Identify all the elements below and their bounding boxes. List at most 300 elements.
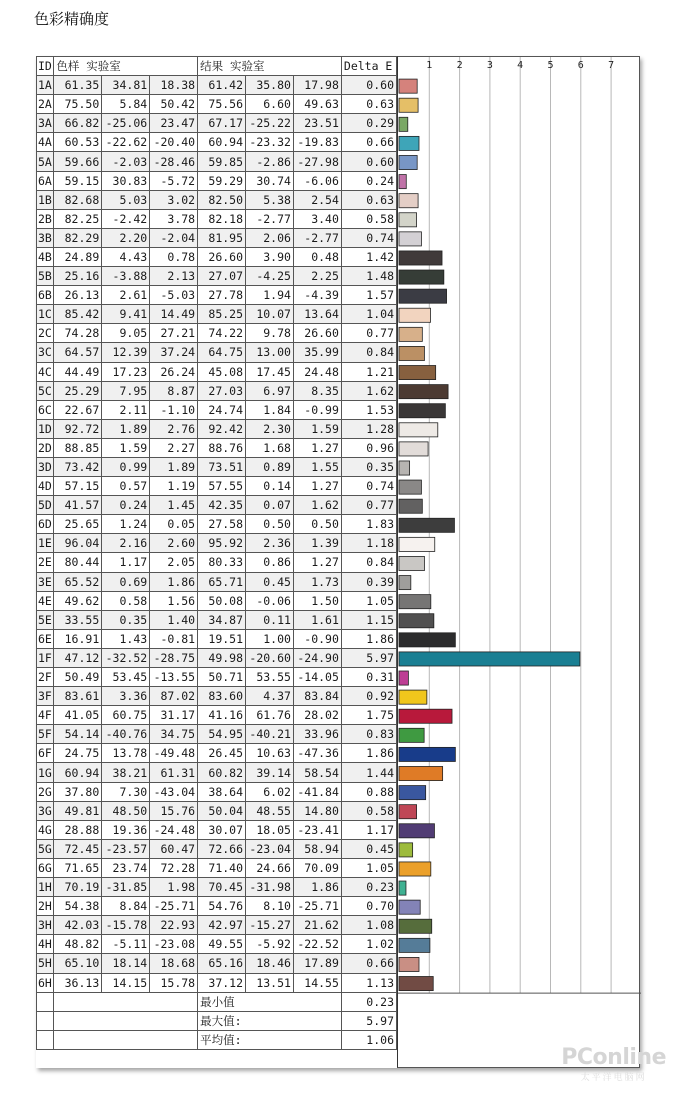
cell-result-l: 72.66 xyxy=(198,839,246,858)
bar-4G xyxy=(399,824,434,838)
summary-label-avg: 平均值: xyxy=(198,1030,342,1049)
cell-delta-e: 1.05 xyxy=(341,591,396,610)
cell-result-a: 48.55 xyxy=(246,801,294,820)
header-delta-e: Delta E xyxy=(341,57,396,76)
cell-sample-b: 22.93 xyxy=(150,916,198,935)
cell-sample-l: 65.10 xyxy=(54,954,102,973)
cell-sample-l: 25.16 xyxy=(54,267,102,286)
cell-result-b: -41.84 xyxy=(293,782,341,801)
bar-4A xyxy=(399,136,419,150)
cell-result-l: 41.16 xyxy=(198,706,246,725)
cell-result-b: 83.84 xyxy=(293,687,341,706)
table-row xyxy=(37,190,397,209)
cell-sample-l: 64.57 xyxy=(54,343,102,362)
cell-delta-e: 0.88 xyxy=(341,782,396,801)
cell-sample-l: 25.29 xyxy=(54,381,102,400)
cell-result-a: -4.25 xyxy=(246,267,294,286)
cell-delta-e: 0.74 xyxy=(341,228,396,247)
cell-sample-b: -5.72 xyxy=(150,171,198,190)
cell-result-a: -2.86 xyxy=(246,152,294,171)
cell-sample-l: 83.61 xyxy=(54,687,102,706)
table-row xyxy=(37,419,397,438)
table-row xyxy=(37,725,397,744)
cell-result-a: 0.45 xyxy=(246,572,294,591)
cell-sample-b: 1.98 xyxy=(150,878,198,897)
table-row xyxy=(37,247,397,266)
cell-result-l: 49.55 xyxy=(198,935,246,954)
cell-delta-e: 1.53 xyxy=(341,400,396,419)
cell-result-l: 73.51 xyxy=(198,457,246,476)
cell-result-a: 6.60 xyxy=(246,95,294,114)
cell-sample-l: 24.75 xyxy=(54,744,102,763)
cell-sample-l: 60.53 xyxy=(54,133,102,152)
table-row xyxy=(37,95,397,114)
bar-3F xyxy=(399,690,427,704)
bar-4C xyxy=(399,366,436,380)
bar-3H xyxy=(399,919,432,933)
cell-result-b: 1.73 xyxy=(293,572,341,591)
cell-result-a: -0.06 xyxy=(246,591,294,610)
cell-id: 5C xyxy=(37,381,54,400)
cell-result-l: 85.25 xyxy=(198,305,246,324)
bar-5F xyxy=(399,728,424,742)
cell-id: 2E xyxy=(37,553,54,572)
bar-2H xyxy=(399,900,420,914)
x-tick-label: 2 xyxy=(456,60,463,71)
bar-4B xyxy=(399,251,442,265)
cell-sample-b: 50.42 xyxy=(150,95,198,114)
cell-result-a: 0.50 xyxy=(246,515,294,534)
cell-id: 2D xyxy=(37,438,54,457)
summary-blank xyxy=(54,992,198,1011)
cell-result-a: 2.36 xyxy=(246,534,294,553)
table-row xyxy=(37,209,397,228)
cell-result-a: -15.27 xyxy=(246,916,294,935)
cell-result-l: 82.50 xyxy=(198,190,246,209)
cell-result-a: 53.55 xyxy=(246,668,294,687)
cell-sample-a: 9.41 xyxy=(102,305,150,324)
cell-result-l: 82.18 xyxy=(198,209,246,228)
cell-result-l: 71.40 xyxy=(198,858,246,877)
bar-4D xyxy=(399,480,421,494)
cell-id: 1A xyxy=(37,76,54,95)
cell-result-b: 28.02 xyxy=(293,706,341,725)
cell-delta-e: 0.66 xyxy=(341,133,396,152)
cell-delta-e: 0.77 xyxy=(341,324,396,343)
bar-1G xyxy=(399,766,443,780)
summary-blank xyxy=(54,1011,198,1030)
cell-delta-e: 0.60 xyxy=(341,76,396,95)
cell-sample-b: 61.31 xyxy=(150,763,198,782)
cell-result-a: 0.14 xyxy=(246,477,294,496)
cell-result-l: 50.08 xyxy=(198,591,246,610)
cell-sample-l: 85.42 xyxy=(54,305,102,324)
cell-sample-l: 75.50 xyxy=(54,95,102,114)
cell-delta-e: 1.62 xyxy=(341,381,396,400)
cell-sample-l: 72.45 xyxy=(54,839,102,858)
cell-result-b: 1.59 xyxy=(293,419,341,438)
cell-sample-l: 36.13 xyxy=(54,973,102,992)
cell-id: 3D xyxy=(37,457,54,476)
table-row xyxy=(37,916,397,935)
cell-id: 1C xyxy=(37,305,54,324)
cell-delta-e: 0.23 xyxy=(341,878,396,897)
cell-id: 6E xyxy=(37,629,54,648)
cell-sample-a: 0.24 xyxy=(102,496,150,515)
cell-result-b: -23.41 xyxy=(293,820,341,839)
cell-result-a: 17.45 xyxy=(246,362,294,381)
cell-sample-l: 71.65 xyxy=(54,858,102,877)
cell-delta-e: 1.75 xyxy=(341,706,396,725)
cell-result-b: 35.99 xyxy=(293,343,341,362)
cell-delta-e: 0.70 xyxy=(341,897,396,916)
cell-result-b: 58.94 xyxy=(293,839,341,858)
cell-id: 5G xyxy=(37,839,54,858)
cell-sample-b: 26.24 xyxy=(150,362,198,381)
cell-result-l: 45.08 xyxy=(198,362,246,381)
cell-result-b: 21.62 xyxy=(293,916,341,935)
cell-sample-a: 30.83 xyxy=(102,171,150,190)
cell-delta-e: 1.28 xyxy=(341,419,396,438)
cell-result-l: 42.97 xyxy=(198,916,246,935)
table-row xyxy=(37,381,397,400)
cell-result-b: 49.63 xyxy=(293,95,341,114)
cell-id: 5B xyxy=(37,267,54,286)
bar-6E xyxy=(399,633,455,647)
cell-sample-l: 48.82 xyxy=(54,935,102,954)
bar-6D xyxy=(399,518,454,532)
cell-sample-l: 26.13 xyxy=(54,286,102,305)
cell-delta-e: 1.42 xyxy=(341,247,396,266)
x-tick-label: 3 xyxy=(486,60,493,71)
cell-delta-e: 0.24 xyxy=(341,171,396,190)
cell-sample-b: -5.03 xyxy=(150,286,198,305)
cell-result-b: 14.80 xyxy=(293,801,341,820)
cell-sample-b: 1.40 xyxy=(150,610,198,629)
cell-result-a: 61.76 xyxy=(246,706,294,725)
cell-sample-b: 2.13 xyxy=(150,267,198,286)
cell-sample-a: 7.30 xyxy=(102,782,150,801)
table-row xyxy=(37,286,397,305)
cell-delta-e: 0.60 xyxy=(341,152,396,171)
cell-result-a: -2.77 xyxy=(246,209,294,228)
cell-sample-b: 14.49 xyxy=(150,305,198,324)
cell-result-b: 0.48 xyxy=(293,247,341,266)
summary-blank xyxy=(37,992,54,1011)
cell-result-b: 3.40 xyxy=(293,209,341,228)
cell-result-l: 50.04 xyxy=(198,801,246,820)
cell-sample-l: 59.66 xyxy=(54,152,102,171)
cell-result-a: -5.92 xyxy=(246,935,294,954)
cell-id: 1G xyxy=(37,763,54,782)
bar-1D xyxy=(399,423,438,437)
cell-result-a: 13.51 xyxy=(246,973,294,992)
cell-result-l: 38.64 xyxy=(198,782,246,801)
table-header-row xyxy=(37,57,397,76)
table-row xyxy=(37,610,397,629)
table-row xyxy=(37,954,397,973)
x-tick-label: 7 xyxy=(608,60,615,71)
cell-result-l: 54.76 xyxy=(198,897,246,916)
cell-sample-l: 37.80 xyxy=(54,782,102,801)
cell-sample-b: 1.45 xyxy=(150,496,198,515)
cell-sample-l: 74.28 xyxy=(54,324,102,343)
cell-result-a: 1.00 xyxy=(246,629,294,648)
delta-e-table xyxy=(36,56,397,1050)
cell-sample-b: -0.81 xyxy=(150,629,198,648)
cell-result-a: -23.04 xyxy=(246,839,294,858)
cell-result-a: 9.78 xyxy=(246,324,294,343)
bar-2E xyxy=(399,556,424,570)
cell-sample-l: 59.15 xyxy=(54,171,102,190)
page-title: 色彩精确度 xyxy=(34,10,110,28)
cell-sample-l: 24.89 xyxy=(54,247,102,266)
table-row xyxy=(37,400,397,419)
table-row xyxy=(37,973,397,992)
cell-sample-l: 96.04 xyxy=(54,534,102,553)
summary-label-max: 最大值: xyxy=(198,1011,342,1030)
cell-delta-e: 0.63 xyxy=(341,190,396,209)
bar-6F xyxy=(399,747,455,761)
cell-sample-l: 82.29 xyxy=(54,228,102,247)
cell-sample-b: -20.40 xyxy=(150,133,198,152)
cell-sample-b: 3.78 xyxy=(150,209,198,228)
cell-sample-a: 2.20 xyxy=(102,228,150,247)
bar-5G xyxy=(399,843,413,857)
cell-sample-b: 27.21 xyxy=(150,324,198,343)
cell-result-a: 4.37 xyxy=(246,687,294,706)
table-row xyxy=(37,668,397,687)
bar-5E xyxy=(399,614,434,628)
cell-sample-b: -1.10 xyxy=(150,400,198,419)
bar-6H xyxy=(399,977,433,991)
bar-4H xyxy=(399,938,430,952)
cell-sample-b: 1.86 xyxy=(150,572,198,591)
cell-sample-a: 48.50 xyxy=(102,801,150,820)
cell-sample-a: 2.61 xyxy=(102,286,150,305)
cell-sample-l: 47.12 xyxy=(54,648,102,667)
table-row xyxy=(37,343,397,362)
cell-sample-b: 31.17 xyxy=(150,706,198,725)
cell-result-a: 24.66 xyxy=(246,858,294,877)
cell-result-l: 92.42 xyxy=(198,419,246,438)
cell-result-b: -0.90 xyxy=(293,629,341,648)
cell-sample-b: 23.47 xyxy=(150,114,198,133)
cell-result-b: 2.54 xyxy=(293,190,341,209)
cell-sample-a: 8.84 xyxy=(102,897,150,916)
cell-result-l: 42.35 xyxy=(198,496,246,515)
cell-id: 2B xyxy=(37,209,54,228)
cell-sample-b: 1.89 xyxy=(150,457,198,476)
table-row xyxy=(37,897,397,916)
cell-sample-a: 9.05 xyxy=(102,324,150,343)
cell-result-l: 24.74 xyxy=(198,400,246,419)
cell-sample-a: -40.76 xyxy=(102,725,150,744)
cell-result-b: 1.55 xyxy=(293,457,341,476)
bar-2D xyxy=(399,442,428,456)
cell-result-b: -47.36 xyxy=(293,744,341,763)
cell-sample-b: 3.02 xyxy=(150,190,198,209)
cell-sample-a: 7.95 xyxy=(102,381,150,400)
cell-delta-e: 1.02 xyxy=(341,935,396,954)
bar-5B xyxy=(399,270,444,284)
table-row xyxy=(37,152,397,171)
cell-id: 4B xyxy=(37,247,54,266)
cell-result-a: 5.38 xyxy=(246,190,294,209)
cell-sample-l: 41.57 xyxy=(54,496,102,515)
cell-result-b: -25.71 xyxy=(293,897,341,916)
bar-2B xyxy=(399,213,417,227)
cell-delta-e: 0.31 xyxy=(341,668,396,687)
cell-id: 3A xyxy=(37,114,54,133)
cell-sample-a: 5.03 xyxy=(102,190,150,209)
cell-result-l: 27.03 xyxy=(198,381,246,400)
cell-sample-a: 17.23 xyxy=(102,362,150,381)
cell-id: 3C xyxy=(37,343,54,362)
cell-sample-a: -22.62 xyxy=(102,133,150,152)
cell-result-b: -2.77 xyxy=(293,228,341,247)
cell-sample-a: 53.45 xyxy=(102,668,150,687)
cell-id: 4C xyxy=(37,362,54,381)
cell-id: 2F xyxy=(37,668,54,687)
cell-sample-l: 73.42 xyxy=(54,457,102,476)
bar-2C xyxy=(399,327,422,341)
cell-result-b: 58.54 xyxy=(293,763,341,782)
cell-delta-e: 1.57 xyxy=(341,286,396,305)
color-accuracy-sheet xyxy=(36,56,640,1068)
cell-delta-e: 0.29 xyxy=(341,114,396,133)
cell-id: 5F xyxy=(37,725,54,744)
cell-sample-a: 0.58 xyxy=(102,591,150,610)
cell-sample-b: 18.68 xyxy=(150,954,198,973)
cell-sample-b: 2.05 xyxy=(150,553,198,572)
cell-delta-e: 0.74 xyxy=(341,477,396,496)
cell-sample-l: 49.62 xyxy=(54,591,102,610)
cell-sample-a: 19.36 xyxy=(102,820,150,839)
cell-delta-e: 1.18 xyxy=(341,534,396,553)
cell-sample-b: -28.46 xyxy=(150,152,198,171)
cell-result-b: 1.27 xyxy=(293,477,341,496)
bar-chart-svg xyxy=(398,57,641,1069)
table-row xyxy=(37,878,397,897)
cell-delta-e: 0.45 xyxy=(341,839,396,858)
cell-id: 1F xyxy=(37,648,54,667)
cell-id: 6H xyxy=(37,973,54,992)
cell-sample-a: 12.39 xyxy=(102,343,150,362)
summary-value-min: 0.23 xyxy=(341,992,396,1011)
cell-result-l: 26.60 xyxy=(198,247,246,266)
cell-result-a: 0.07 xyxy=(246,496,294,515)
cell-sample-b: -49.48 xyxy=(150,744,198,763)
cell-result-l: 27.07 xyxy=(198,267,246,286)
cell-result-l: 57.55 xyxy=(198,477,246,496)
cell-result-l: 49.98 xyxy=(198,648,246,667)
header-sample-lab: 色样 实验室 xyxy=(54,57,198,76)
bar-1C xyxy=(399,308,431,322)
watermark-brand: PConline xyxy=(561,1045,666,1070)
cell-result-a: 6.97 xyxy=(246,381,294,400)
cell-result-l: 50.71 xyxy=(198,668,246,687)
cell-delta-e: 1.15 xyxy=(341,610,396,629)
cell-result-a: 6.02 xyxy=(246,782,294,801)
cell-sample-b: 0.78 xyxy=(150,247,198,266)
cell-delta-e: 0.39 xyxy=(341,572,396,591)
x-tick-label: 1 xyxy=(426,60,433,71)
cell-id: 3G xyxy=(37,801,54,820)
summary-blank xyxy=(54,1030,198,1049)
cell-result-b: 24.48 xyxy=(293,362,341,381)
cell-result-b: 2.25 xyxy=(293,267,341,286)
cell-sample-l: 54.38 xyxy=(54,897,102,916)
cell-sample-a: 1.24 xyxy=(102,515,150,534)
cell-sample-a: 5.84 xyxy=(102,95,150,114)
table-row xyxy=(37,496,397,515)
cell-delta-e: 1.13 xyxy=(341,973,396,992)
cell-sample-b: 1.56 xyxy=(150,591,198,610)
cell-result-b: -27.98 xyxy=(293,152,341,171)
bar-3D xyxy=(399,461,410,475)
x-tick-label: 4 xyxy=(517,60,524,71)
cell-sample-l: 44.49 xyxy=(54,362,102,381)
cell-result-b: 26.60 xyxy=(293,324,341,343)
cell-sample-a: 4.43 xyxy=(102,247,150,266)
cell-id: 5E xyxy=(37,610,54,629)
cell-sample-b: -13.55 xyxy=(150,668,198,687)
cell-delta-e: 1.05 xyxy=(341,858,396,877)
cell-sample-l: 16.91 xyxy=(54,629,102,648)
header-result-lab: 结果 实验室 xyxy=(198,57,342,76)
cell-id: 3E xyxy=(37,572,54,591)
cell-result-a: 1.68 xyxy=(246,438,294,457)
cell-id: 1E xyxy=(37,534,54,553)
cell-sample-a: 1.89 xyxy=(102,419,150,438)
table-row xyxy=(37,572,397,591)
cell-sample-b: -25.71 xyxy=(150,897,198,916)
cell-sample-b: 1.19 xyxy=(150,477,198,496)
cell-delta-e: 0.58 xyxy=(341,209,396,228)
watermark-logo xyxy=(561,1045,666,1083)
cell-result-l: 37.12 xyxy=(198,973,246,992)
x-tick-label: 5 xyxy=(547,60,554,71)
table-row xyxy=(37,858,397,877)
cell-result-b: -22.52 xyxy=(293,935,341,954)
cell-sample-l: 25.65 xyxy=(54,515,102,534)
table-row xyxy=(37,553,397,572)
cell-sample-a: 0.69 xyxy=(102,572,150,591)
table-row xyxy=(37,782,397,801)
watermark-sub: 太平洋电脑网 xyxy=(580,1073,647,1083)
table-row xyxy=(37,362,397,381)
table-row xyxy=(37,706,397,725)
summary-value-max: 5.97 xyxy=(341,1011,396,1030)
cell-sample-b: 2.76 xyxy=(150,419,198,438)
cell-sample-a: -5.11 xyxy=(102,935,150,954)
cell-result-b: 14.55 xyxy=(293,973,341,992)
cell-result-l: 61.42 xyxy=(198,76,246,95)
cell-sample-a: 3.36 xyxy=(102,687,150,706)
cell-sample-a: 14.15 xyxy=(102,973,150,992)
summary-blank xyxy=(37,1030,54,1049)
table-row xyxy=(37,935,397,954)
cell-sample-l: 60.94 xyxy=(54,763,102,782)
cell-result-l: 70.45 xyxy=(198,878,246,897)
cell-delta-e: 0.77 xyxy=(341,496,396,515)
cell-result-a: 1.94 xyxy=(246,286,294,305)
cell-sample-a: -32.52 xyxy=(102,648,150,667)
cell-result-l: 83.60 xyxy=(198,687,246,706)
bar-3C xyxy=(399,346,424,360)
cell-sample-l: 66.82 xyxy=(54,114,102,133)
